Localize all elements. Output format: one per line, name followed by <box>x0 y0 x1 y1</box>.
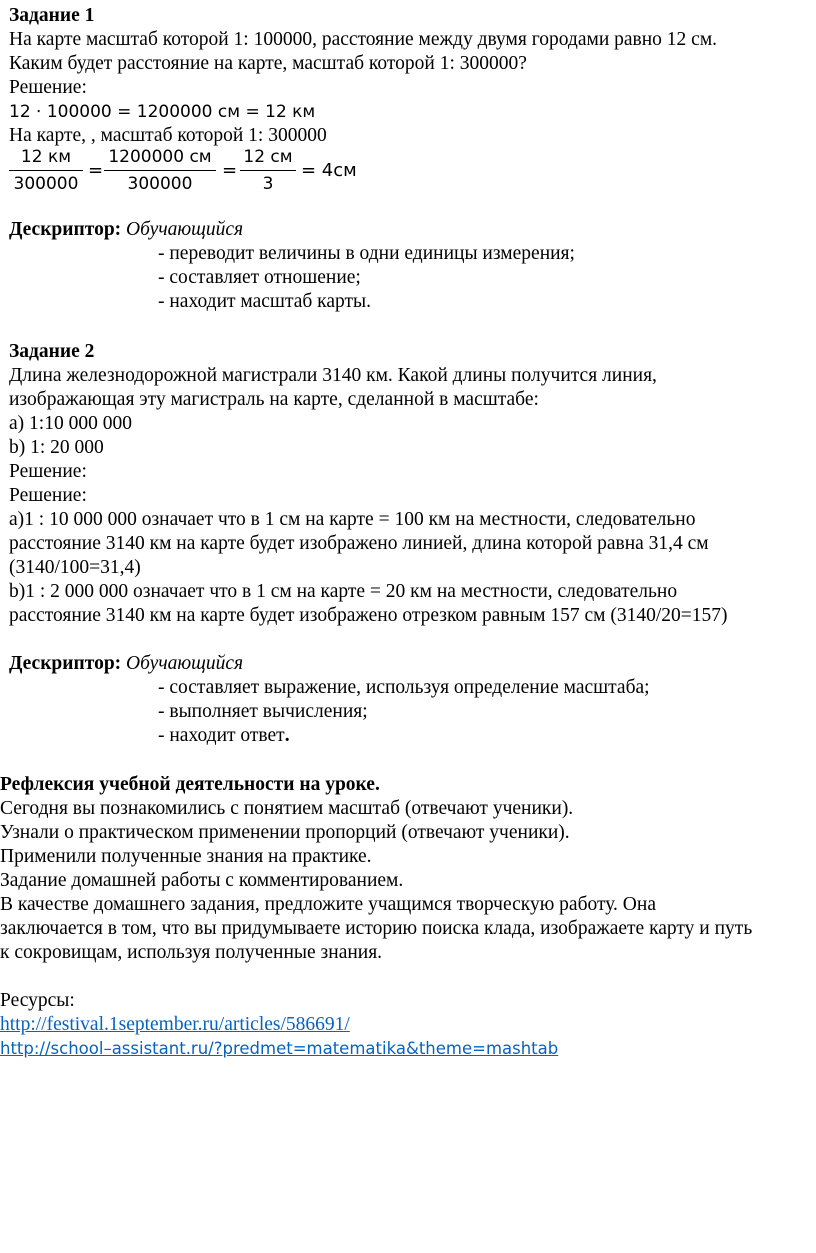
task2-title: Задание 2 <box>9 341 95 362</box>
task2-solution-a-line: а)1 : 10 000 000 означает что в 1 см на карте = 100 км на местности, следовательно <box>9 509 696 530</box>
resource-link-2[interactable]: http://school–assistant.ru/?predmet=matematika&theme=mashtab <box>0 1039 559 1058</box>
task1-descriptor <box>9 218 243 242</box>
descriptor-item-text: - находит ответ <box>158 725 285 746</box>
reflection-line: Сегодня вы познакомились с понятием масштаб (отвечают ученики). <box>0 798 574 819</box>
task1-descriptor-item: - составляет отношение; <box>158 267 361 288</box>
task1-title: Задание 1 <box>9 5 95 26</box>
task2-solution-a-line: расстояние 3140 км на карте будет изображено линией, длина которой равна 31,4 см <box>9 533 709 554</box>
task1-formula1: 12 ⋅ 100000 = 1200000 см = 12 км <box>9 102 316 122</box>
reflection-line: к сокровищам, используя полученные знания. <box>0 942 383 963</box>
descriptor-item-period: . <box>284 725 290 746</box>
task1-map-line: На карте, , масштаб которой 1: 300000 <box>9 125 327 146</box>
reflection-title: Рефлексия учебной деятельности на уроке. <box>0 774 380 795</box>
task2-descriptor-item: - выполняет вычисления; <box>158 701 368 722</box>
resource-link-1-row <box>0 1013 350 1037</box>
task2-descriptor-item <box>158 724 290 748</box>
task2-descriptor-item: - составляет выражение, используя определение масштаба; <box>158 677 650 698</box>
reflection-line: заключается в том, что вы придумываете историю поиска клада, изображаете карту и путь <box>0 918 753 939</box>
fraction-numerator-3: 12 см <box>243 147 293 167</box>
fraction-result: = 4см <box>301 160 357 181</box>
equals-sign-1: = <box>88 160 104 181</box>
task2-text-line1: Длина железнодорожной магистрали 3140 км. Какой длины получится линия, <box>9 365 657 386</box>
task1-descriptor-item: - переводит величины в одни единицы измерения; <box>158 243 575 264</box>
task2-solution-a-line: (3140/100=31,4) <box>9 557 141 578</box>
task2-descriptor <box>9 652 243 676</box>
task2-option-b: b) 1: 20 000 <box>9 437 104 458</box>
task1-text-line1: На карте масштаб которой 1: 100000, расстояние между двумя городами равно 12 см. <box>9 29 718 50</box>
descriptor-label: Дескриптор: <box>9 219 122 240</box>
task2-solution-b-line: b)1 : 2 000 000 означает что в 1 см на карте = 20 км на местности, следовательно <box>9 581 678 602</box>
task2-solution-b-line: расстояние 3140 км на карте будет изображено отрезком равным 157 см (3140/20=157) <box>9 605 728 626</box>
descriptor-label: Дескриптор: <box>9 653 122 674</box>
reflection-line: В качестве домашнего задания, предложите учащимся творческую работу. Она <box>0 894 656 915</box>
task2-text-line2: изображающая эту магистраль на карте, сделанной в масштабе: <box>9 389 539 410</box>
resource-link-2-row <box>0 1037 558 1061</box>
task1-solution-label: Решение: <box>9 77 87 98</box>
fraction-bar-3 <box>240 170 296 171</box>
fraction-denominator-3: 3 <box>262 174 274 194</box>
task2-solution-label: Решение: <box>9 485 87 506</box>
reflection-line: Узнали о практическом применении пропорций (отвечают ученики). <box>0 822 570 843</box>
equals-sign-2: = <box>222 160 238 181</box>
task2-option-a: а) 1:10 000 000 <box>9 413 132 434</box>
task1-descriptor-item: - находит масштаб карты. <box>158 291 371 312</box>
descriptor-subject: Обучающийся <box>126 653 244 674</box>
fraction-denominator-2: 300000 <box>127 174 193 194</box>
reflection-line: Применили полученные знания на практике. <box>0 846 372 867</box>
fraction-numerator-2: 1200000 см <box>108 147 212 167</box>
resource-link-1[interactable]: http://festival.1september.ru/articles/586691/ <box>0 1014 350 1035</box>
fraction-bar-1 <box>9 170 83 171</box>
descriptor-subject: Обучающийся <box>126 219 244 240</box>
resources-label: Ресурсы: <box>0 990 75 1011</box>
reflection-line: Задание домашней работы с комментированием. <box>0 870 404 891</box>
fraction-numerator-1: 12 км <box>20 147 72 167</box>
task1-text-line2: Каким будет расстояние на карте, масштаб которой 1: 300000? <box>9 53 527 74</box>
task2-solution-label: Решение: <box>9 461 87 482</box>
fraction-bar-2 <box>104 170 216 171</box>
fraction-denominator-1: 300000 <box>13 174 79 194</box>
